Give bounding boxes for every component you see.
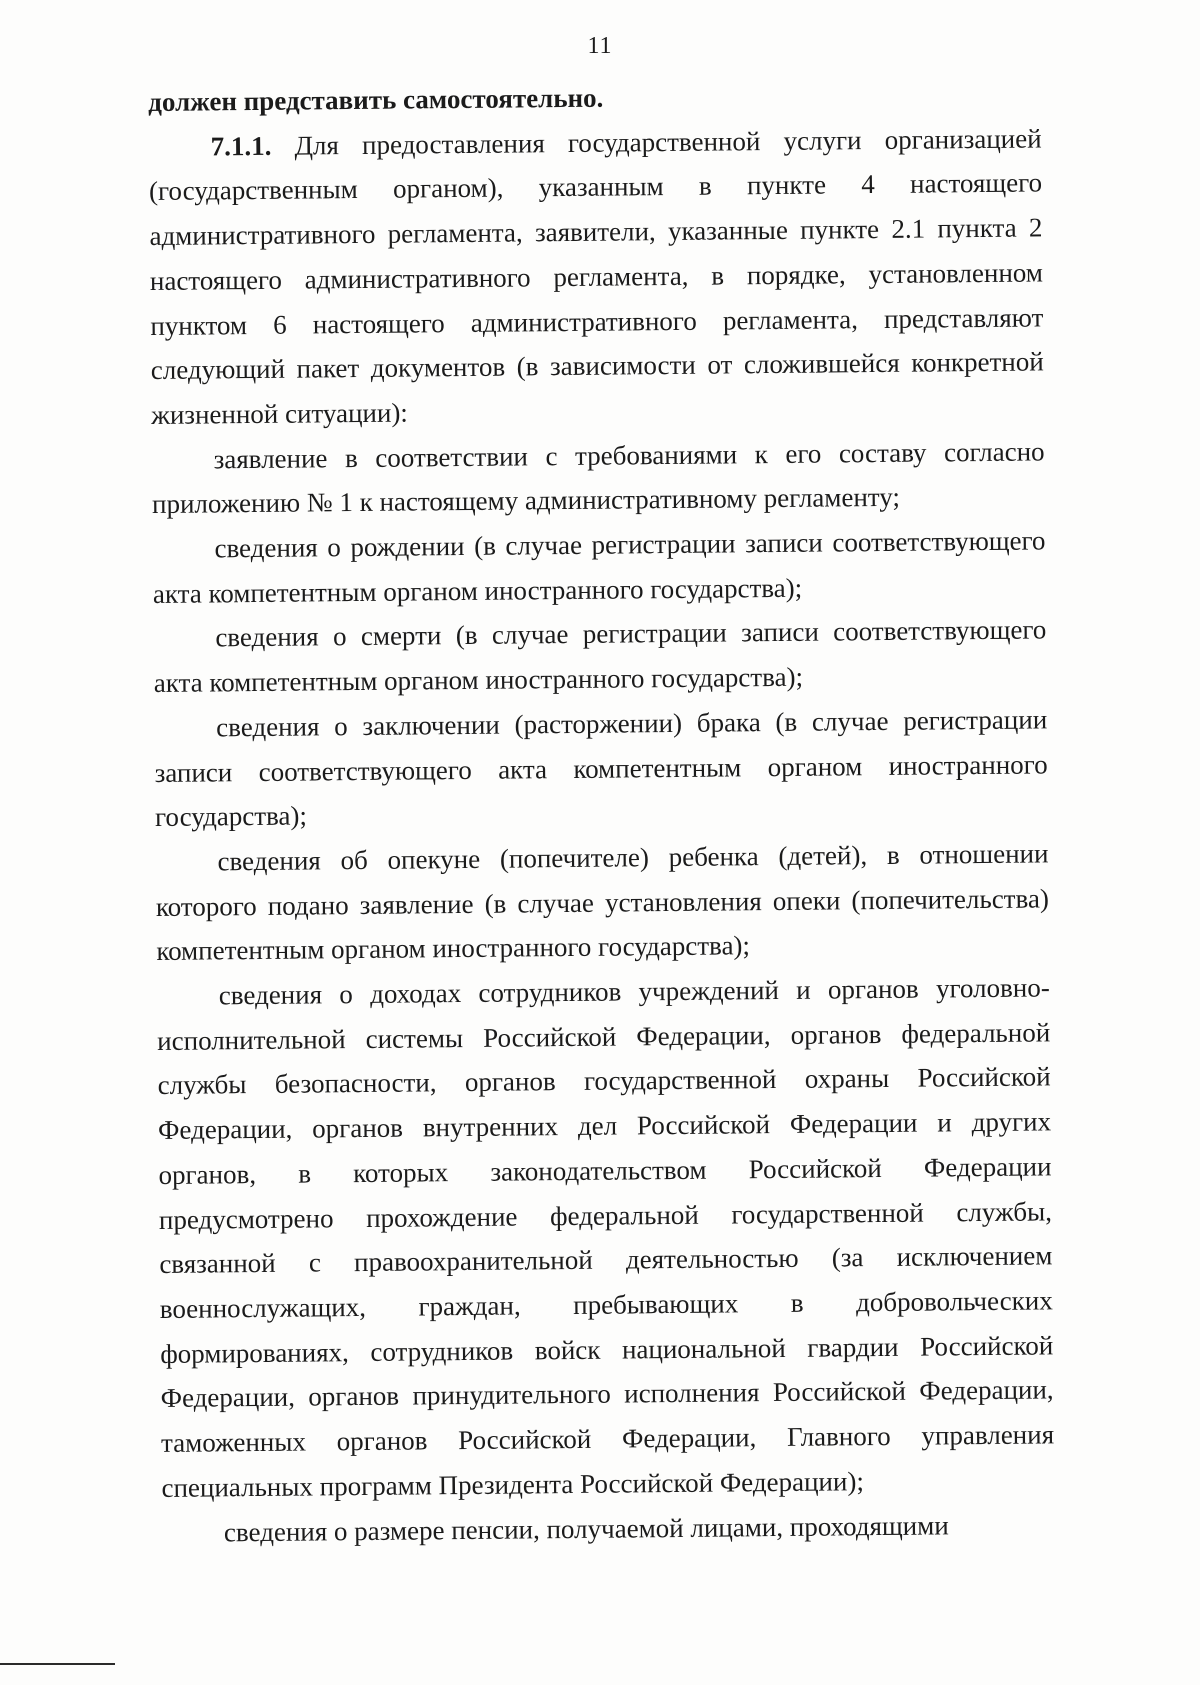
clause-text: Для предоставления государственной услуги организацией (государственным органом), указанным в пункте 4 настоящего административного регламента, заявители, указанные пункте 2.1 пункта 2 настоящего административного регламента, в порядке, установленном пунктом 6 настоящего административного регламента, представляют следующий пакет документов (в зависимости от сложившейся конкретной жизненной ситуации):	[148, 123, 1044, 430]
page-number: 11	[587, 33, 613, 59]
document-list-item: сведения об опекуне (попечителе) ребенка (детей), в отношении которого подано заявление (в случае установления опеки (попечительства) компетентным органом иностранного государства);	[155, 838, 1050, 967]
clause-7-1-1-paragraph	[148, 116, 1044, 437]
body-text	[148, 71, 1055, 1555]
document-list-item: сведения о смерти (в случае регистрации записи соответствующего акта компетентным органом иностранного государства);	[153, 614, 1047, 699]
document-list-item: заявление в соответствии с требованиями к его составу согласно приложению № 1 к настоящему административному регламенту;	[151, 436, 1045, 520]
document-list-item: сведения о рождении (в случае регистрации записи соответствующего акта компетентным органом иностранного государства);	[152, 525, 1046, 609]
document-list-item: сведения о заключении (расторжении) брака (в случае регистрации записи соответствующего акта компетентным органом иностранного государства);	[154, 704, 1048, 833]
document-list-item: сведения о доходах сотрудников учреждений и органов уголовно-исполнительной системы Российской Федерации, органов федеральной службы безопасности, органов государственной охраны Российской Федерации, органов внутренних дел Российской Федерации и других органов, в которых законодательством Российской Федерации предусмотрено прохождение федеральной государственной службы, связанной с правоохранительной деятельностью (за исключением военнослужащих, граждан, пребывающих в добровольческих формированиях, сотрудников войск национальной гвардии Российской Федерации, органов принудительного исполнения Российской Федерации, таможенных органов Российской Федерации, Главного управления специальных программ Президента Российской Федерации);	[157, 972, 1055, 1503]
clause-number: 7.1.1.	[210, 130, 272, 162]
bottom-rule	[0, 1663, 115, 1665]
document-list-item: сведения о размере пенсии, получаемой лицами, проходящими	[223, 1509, 949, 1547]
lead-text: должен представить самостоятельно.	[148, 82, 604, 117]
